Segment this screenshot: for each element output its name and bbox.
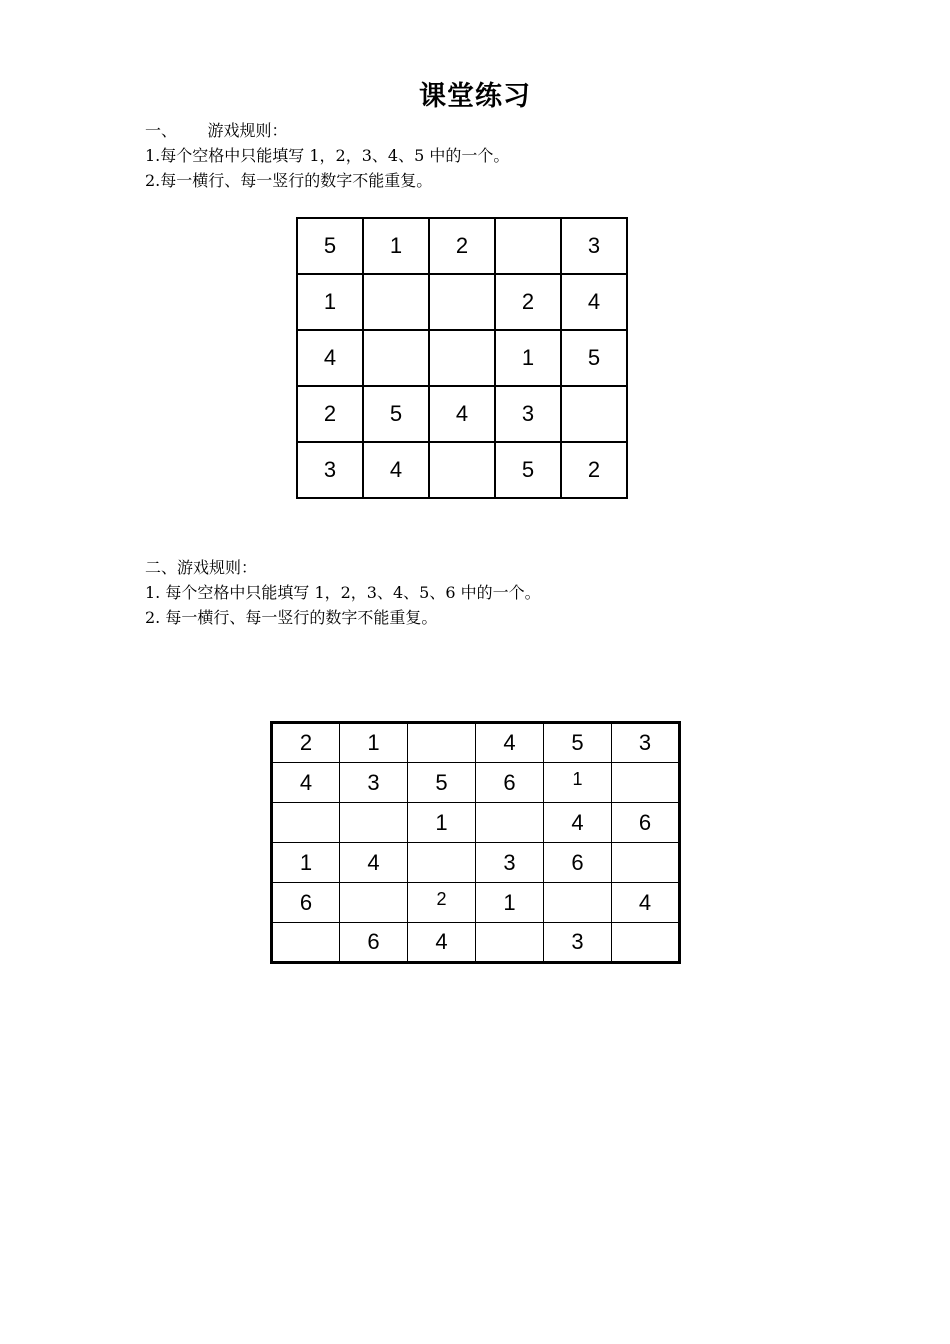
grid-cell[interactable]: 1 — [272, 843, 340, 883]
section2-rule-2: 2. 每一横行、每一竖行的数字不能重复。 — [145, 608, 438, 627]
grid-row — [297, 442, 627, 498]
grid-cell[interactable]: 4 — [272, 763, 340, 803]
grid-cell[interactable]: 2 — [297, 386, 363, 442]
grid-cell[interactable]: 2 — [429, 218, 495, 274]
grid-cell[interactable] — [429, 274, 495, 330]
grid-cell[interactable]: 6 — [612, 803, 680, 843]
grid-cell[interactable] — [429, 442, 495, 498]
grid-cell[interactable]: 6 — [272, 883, 340, 923]
grid-row — [272, 803, 680, 843]
grid-cell[interactable] — [363, 330, 429, 386]
grid-cell[interactable] — [272, 803, 340, 843]
grid-cell[interactable]: 1 — [363, 218, 429, 274]
grid-cell[interactable]: 3 — [561, 218, 627, 274]
grid-cell[interactable] — [612, 843, 680, 883]
grid-cell[interactable]: 3 — [340, 763, 408, 803]
grid-cell[interactable]: 6 — [544, 843, 612, 883]
grid-cell[interactable] — [561, 386, 627, 442]
grid-cell[interactable]: 5 — [495, 442, 561, 498]
grid-cell[interactable]: 1 — [476, 883, 544, 923]
grid-cell[interactable]: 4 — [561, 274, 627, 330]
section1-rule-2: 2.每一横行、每一竖行的数字不能重复。 — [145, 171, 433, 190]
grid-cell[interactable] — [612, 923, 680, 963]
grid-cell[interactable]: 2 — [495, 274, 561, 330]
grid-cell[interactable]: 5 — [408, 763, 476, 803]
grid-row — [297, 218, 627, 274]
grid-cell[interactable] — [544, 883, 612, 923]
section2-heading: 二、游戏规则： — [145, 558, 258, 577]
grid-cell[interactable] — [495, 218, 561, 274]
grid-cell[interactable]: 3 — [495, 386, 561, 442]
grid-cell[interactable]: 4 — [408, 923, 476, 963]
grid-cell[interactable] — [340, 803, 408, 843]
grid-cell[interactable] — [408, 723, 476, 763]
grid-row — [297, 274, 627, 330]
grid-cell[interactable]: 6 — [476, 763, 544, 803]
grid-row — [272, 923, 680, 963]
section1-heading: 一、 游戏规则： — [145, 121, 288, 140]
grid-cell[interactable]: 3 — [476, 843, 544, 883]
grid-cell[interactable]: 1 — [544, 763, 612, 803]
grid-cell[interactable] — [340, 883, 408, 923]
grid-row — [272, 723, 680, 763]
grid-cell[interactable]: 5 — [363, 386, 429, 442]
grid-cell[interactable] — [429, 330, 495, 386]
grid-cell[interactable]: 2 — [408, 883, 476, 923]
grid-cell[interactable] — [476, 923, 544, 963]
page-title: 课堂练习 — [419, 81, 531, 112]
grid-cell[interactable]: 4 — [340, 843, 408, 883]
grid-row — [272, 883, 680, 923]
grid-cell[interactable]: 4 — [297, 330, 363, 386]
grid-cell[interactable] — [272, 923, 340, 963]
grid-cell[interactable]: 3 — [297, 442, 363, 498]
grid-cell[interactable]: 3 — [544, 923, 612, 963]
grid-cell[interactable]: 1 — [408, 803, 476, 843]
grid-cell[interactable] — [363, 274, 429, 330]
grid-cell[interactable]: 5 — [561, 330, 627, 386]
grid-cell[interactable]: 1 — [495, 330, 561, 386]
grid-cell[interactable]: 3 — [612, 723, 680, 763]
puzzle-grid-5x5 — [296, 217, 628, 499]
grid-row — [297, 386, 627, 442]
grid-cell[interactable] — [612, 763, 680, 803]
grid-cell[interactable] — [476, 803, 544, 843]
grid-cell[interactable]: 5 — [544, 723, 612, 763]
grid-row — [297, 330, 627, 386]
grid-cell[interactable]: 4 — [429, 386, 495, 442]
grid-cell[interactable]: 4 — [363, 442, 429, 498]
grid-cell[interactable]: 5 — [297, 218, 363, 274]
grid-cell[interactable] — [408, 843, 476, 883]
grid-cell[interactable]: 4 — [476, 723, 544, 763]
grid-cell[interactable]: 1 — [340, 723, 408, 763]
grid-cell[interactable]: 2 — [561, 442, 627, 498]
grid-cell[interactable]: 4 — [544, 803, 612, 843]
section1-rule-1: 1.每个空格中只能填写 1，2，3、4、5 中的一个。 — [145, 146, 510, 165]
grid-cell[interactable]: 6 — [340, 923, 408, 963]
grid-cell[interactable]: 2 — [272, 723, 340, 763]
grid-row — [272, 763, 680, 803]
puzzle-grid-6x6 — [270, 721, 681, 964]
grid-cell[interactable]: 1 — [297, 274, 363, 330]
grid-cell[interactable]: 4 — [612, 883, 680, 923]
grid-row — [272, 843, 680, 883]
section2-rule-1: 1. 每个空格中只能填写 1，2，3、4、5、6 中的一个。 — [145, 583, 541, 602]
